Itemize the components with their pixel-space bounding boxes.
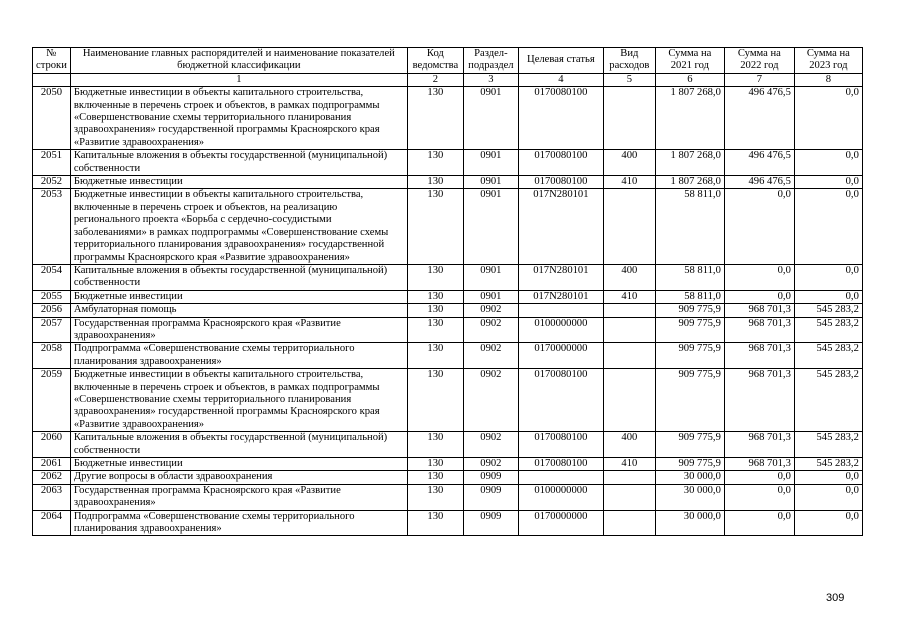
row-number-cell: 2056 <box>33 304 71 317</box>
table-row <box>33 189 863 264</box>
row-section-cell: 0902 <box>463 304 518 317</box>
row-number-cell: 2050 <box>33 87 71 150</box>
row-expense-type-cell <box>603 484 655 510</box>
row-sum-2021-cell: 909 775,9 <box>655 317 724 343</box>
row-target-cell: 0170080100 <box>518 458 603 471</box>
row-target-cell: 017N280101 <box>518 189 603 264</box>
row-section-cell: 0902 <box>463 432 518 458</box>
row-dept-code-cell: 130 <box>407 150 463 176</box>
row-number-cell: 2062 <box>33 471 71 484</box>
table-row <box>33 471 863 484</box>
col-number: 3 <box>463 73 518 86</box>
row-section-cell: 0909 <box>463 484 518 510</box>
row-section-cell: 0902 <box>463 458 518 471</box>
row-name-cell: Бюджетные инвестиции в объекты капитального строительства, включенные в перечень строек и объектов, на реализацию регионального проекта «Борьба с сердечно-сосудистыми заболеваниями» в рамках подпрограммы «Совершенствование схемы территориального планирования здравоохранения» государственной программы Красноярского края «Развитие здравоохранения» <box>70 189 407 264</box>
row-sum-2023-cell: 0,0 <box>794 471 862 484</box>
row-sum-2023-cell: 545 283,2 <box>794 304 862 317</box>
row-number-cell: 2064 <box>33 510 71 536</box>
table-row <box>33 484 863 510</box>
row-number-cell: 2058 <box>33 343 71 369</box>
row-sum-2021-cell: 30 000,0 <box>655 510 724 536</box>
row-sum-2022-cell: 496 476,5 <box>724 176 794 189</box>
col-number: 1 <box>70 73 407 86</box>
row-sum-2021-cell: 909 775,9 <box>655 458 724 471</box>
table-row <box>33 304 863 317</box>
row-sum-2023-cell: 0,0 <box>794 150 862 176</box>
column-number-row <box>33 73 863 86</box>
row-sum-2023-cell: 0,0 <box>794 264 862 290</box>
row-target-cell: 0170080100 <box>518 176 603 189</box>
row-name-cell: Бюджетные инвестиции <box>70 176 407 189</box>
row-sum-2021-cell: 1 807 268,0 <box>655 176 724 189</box>
header-row-no: № строки <box>33 48 71 74</box>
row-expense-type-cell <box>603 343 655 369</box>
row-dept-code-cell: 130 <box>407 484 463 510</box>
row-section-cell: 0901 <box>463 176 518 189</box>
budget-table <box>32 47 863 536</box>
row-number-cell: 2053 <box>33 189 71 264</box>
row-expense-type-cell <box>603 510 655 536</box>
row-number-cell: 2052 <box>33 176 71 189</box>
row-target-cell: 0170080100 <box>518 87 603 150</box>
row-sum-2023-cell: 0,0 <box>794 189 862 264</box>
row-section-cell: 0909 <box>463 510 518 536</box>
row-name-cell: Бюджетные инвестиции в объекты капитального строительства, включенные в перечень строек и объектов, в рамках подпрограммы «Совершенствование схемы территориального планирования здравоохранения» государственной программы Красноярского края «Развитие здравоохранения» <box>70 369 407 432</box>
row-expense-type-cell: 400 <box>603 264 655 290</box>
row-dept-code-cell: 130 <box>407 304 463 317</box>
table-row <box>33 343 863 369</box>
row-sum-2023-cell: 0,0 <box>794 87 862 150</box>
row-sum-2022-cell: 0,0 <box>724 290 794 303</box>
col-number: 8 <box>794 73 862 86</box>
row-sum-2022-cell: 0,0 <box>724 264 794 290</box>
row-sum-2022-cell: 968 701,3 <box>724 369 794 432</box>
row-target-cell: 0170000000 <box>518 510 603 536</box>
row-name-cell: Капитальные вложения в объекты государственной (муниципальной) собственности <box>70 432 407 458</box>
table-header-row <box>33 48 863 74</box>
row-sum-2023-cell: 545 283,2 <box>794 369 862 432</box>
row-section-cell: 0901 <box>463 290 518 303</box>
row-sum-2022-cell: 968 701,3 <box>724 343 794 369</box>
header-dept-code: Код ведомства <box>407 48 463 74</box>
row-section-cell: 0909 <box>463 471 518 484</box>
table-row <box>33 290 863 303</box>
col-number: 4 <box>518 73 603 86</box>
row-expense-type-cell <box>603 304 655 317</box>
row-sum-2022-cell: 0,0 <box>724 189 794 264</box>
header-sum-2023: Сумма на 2023 год <box>794 48 862 74</box>
row-dept-code-cell: 130 <box>407 510 463 536</box>
header-sum-2021: Сумма на 2021 год <box>655 48 724 74</box>
row-section-cell: 0902 <box>463 343 518 369</box>
table-row <box>33 432 863 458</box>
row-sum-2022-cell: 968 701,3 <box>724 432 794 458</box>
row-sum-2022-cell: 968 701,3 <box>724 458 794 471</box>
row-target-cell: 0170080100 <box>518 369 603 432</box>
row-sum-2021-cell: 58 811,0 <box>655 189 724 264</box>
row-target-cell: 0100000000 <box>518 484 603 510</box>
row-sum-2023-cell: 545 283,2 <box>794 432 862 458</box>
col-number: 2 <box>407 73 463 86</box>
row-name-cell: Бюджетные инвестиции <box>70 458 407 471</box>
row-sum-2023-cell: 545 283,2 <box>794 458 862 471</box>
row-section-cell: 0901 <box>463 87 518 150</box>
row-target-cell: 017N280101 <box>518 290 603 303</box>
row-expense-type-cell: 400 <box>603 432 655 458</box>
table-row <box>33 458 863 471</box>
col-number <box>33 73 71 86</box>
table-row <box>33 369 863 432</box>
row-number-cell: 2061 <box>33 458 71 471</box>
row-dept-code-cell: 130 <box>407 264 463 290</box>
row-sum-2022-cell: 968 701,3 <box>724 304 794 317</box>
row-number-cell: 2051 <box>33 150 71 176</box>
row-target-cell: 0170080100 <box>518 432 603 458</box>
row-sum-2023-cell: 0,0 <box>794 510 862 536</box>
table-row <box>33 176 863 189</box>
row-sum-2023-cell: 0,0 <box>794 176 862 189</box>
row-name-cell: Бюджетные инвестиции <box>70 290 407 303</box>
row-name-cell: Амбулаторная помощь <box>70 304 407 317</box>
row-sum-2023-cell: 545 283,2 <box>794 317 862 343</box>
row-dept-code-cell: 130 <box>407 458 463 471</box>
row-sum-2022-cell: 0,0 <box>724 484 794 510</box>
col-number: 6 <box>655 73 724 86</box>
table-row <box>33 264 863 290</box>
row-dept-code-cell: 130 <box>407 176 463 189</box>
row-number-cell: 2060 <box>33 432 71 458</box>
row-sum-2022-cell: 0,0 <box>724 510 794 536</box>
row-dept-code-cell: 130 <box>407 189 463 264</box>
row-section-cell: 0902 <box>463 369 518 432</box>
row-target-cell <box>518 471 603 484</box>
row-number-cell: 2063 <box>33 484 71 510</box>
row-sum-2021-cell: 30 000,0 <box>655 484 724 510</box>
row-name-cell: Государственная программа Красноярского края «Развитие здравоохранения» <box>70 317 407 343</box>
row-sum-2021-cell: 58 811,0 <box>655 264 724 290</box>
header-name: Наименование главных распорядителей и наименование показателей бюджетной классификации <box>70 48 407 74</box>
row-target-cell: 0170000000 <box>518 343 603 369</box>
row-expense-type-cell: 410 <box>603 290 655 303</box>
row-number-cell: 2055 <box>33 290 71 303</box>
row-name-cell: Бюджетные инвестиции в объекты капитального строительства, включенные в перечень строек и объектов, в рамках подпрограммы «Совершенствование схемы территориального планирования здравоохранения» государственной программы Красноярского края «Развитие здравоохранения» <box>70 87 407 150</box>
row-target-cell: 017N280101 <box>518 264 603 290</box>
row-name-cell: Капитальные вложения в объекты государственной (муниципальной) собственности <box>70 150 407 176</box>
budget-table-container <box>32 47 863 536</box>
row-dept-code-cell: 130 <box>407 369 463 432</box>
row-sum-2021-cell: 1 807 268,0 <box>655 87 724 150</box>
row-sum-2022-cell: 0,0 <box>724 471 794 484</box>
row-name-cell: Капитальные вложения в объекты государственной (муниципальной) собственности <box>70 264 407 290</box>
row-expense-type-cell <box>603 189 655 264</box>
row-dept-code-cell: 130 <box>407 432 463 458</box>
row-number-cell: 2057 <box>33 317 71 343</box>
row-expense-type-cell <box>603 471 655 484</box>
page-number: 309 <box>826 592 845 604</box>
table-row <box>33 317 863 343</box>
row-sum-2023-cell: 545 283,2 <box>794 343 862 369</box>
row-dept-code-cell: 130 <box>407 343 463 369</box>
row-expense-type-cell <box>603 317 655 343</box>
row-expense-type-cell: 410 <box>603 458 655 471</box>
table-row <box>33 150 863 176</box>
row-name-cell: Подпрограмма «Совершенствование схемы территориального планирования здравоохранения» <box>70 343 407 369</box>
row-number-cell: 2059 <box>33 369 71 432</box>
col-number: 5 <box>603 73 655 86</box>
header-target: Целевая статья <box>518 48 603 74</box>
row-target-cell: 0100000000 <box>518 317 603 343</box>
row-expense-type-cell <box>603 369 655 432</box>
row-name-cell: Подпрограмма «Совершенствование схемы территориального планирования здравоохранения» <box>70 510 407 536</box>
row-dept-code-cell: 130 <box>407 87 463 150</box>
row-target-cell: 0170080100 <box>518 150 603 176</box>
row-expense-type-cell: 410 <box>603 176 655 189</box>
row-expense-type-cell: 400 <box>603 150 655 176</box>
table-body <box>33 87 863 536</box>
row-sum-2021-cell: 909 775,9 <box>655 343 724 369</box>
row-sum-2023-cell: 0,0 <box>794 484 862 510</box>
row-dept-code-cell: 130 <box>407 290 463 303</box>
row-sum-2021-cell: 58 811,0 <box>655 290 724 303</box>
row-sum-2022-cell: 968 701,3 <box>724 317 794 343</box>
header-sum-2022: Сумма на 2022 год <box>724 48 794 74</box>
row-sum-2022-cell: 496 476,5 <box>724 87 794 150</box>
table-row <box>33 87 863 150</box>
row-sum-2023-cell: 0,0 <box>794 290 862 303</box>
header-section: Раздел-подраздел <box>463 48 518 74</box>
row-section-cell: 0901 <box>463 189 518 264</box>
row-section-cell: 0902 <box>463 317 518 343</box>
col-number: 7 <box>724 73 794 86</box>
row-section-cell: 0901 <box>463 150 518 176</box>
row-sum-2021-cell: 1 807 268,0 <box>655 150 724 176</box>
row-sum-2022-cell: 496 476,5 <box>724 150 794 176</box>
row-sum-2021-cell: 30 000,0 <box>655 471 724 484</box>
row-number-cell: 2054 <box>33 264 71 290</box>
table-row <box>33 510 863 536</box>
row-section-cell: 0901 <box>463 264 518 290</box>
row-name-cell: Другие вопросы в области здравоохранения <box>70 471 407 484</box>
row-dept-code-cell: 130 <box>407 471 463 484</box>
header-expense-type: Вид расходов <box>603 48 655 74</box>
row-target-cell <box>518 304 603 317</box>
row-expense-type-cell <box>603 87 655 150</box>
row-sum-2021-cell: 909 775,9 <box>655 369 724 432</box>
row-sum-2021-cell: 909 775,9 <box>655 432 724 458</box>
row-name-cell: Государственная программа Красноярского края «Развитие здравоохранения» <box>70 484 407 510</box>
row-sum-2021-cell: 909 775,9 <box>655 304 724 317</box>
row-dept-code-cell: 130 <box>407 317 463 343</box>
